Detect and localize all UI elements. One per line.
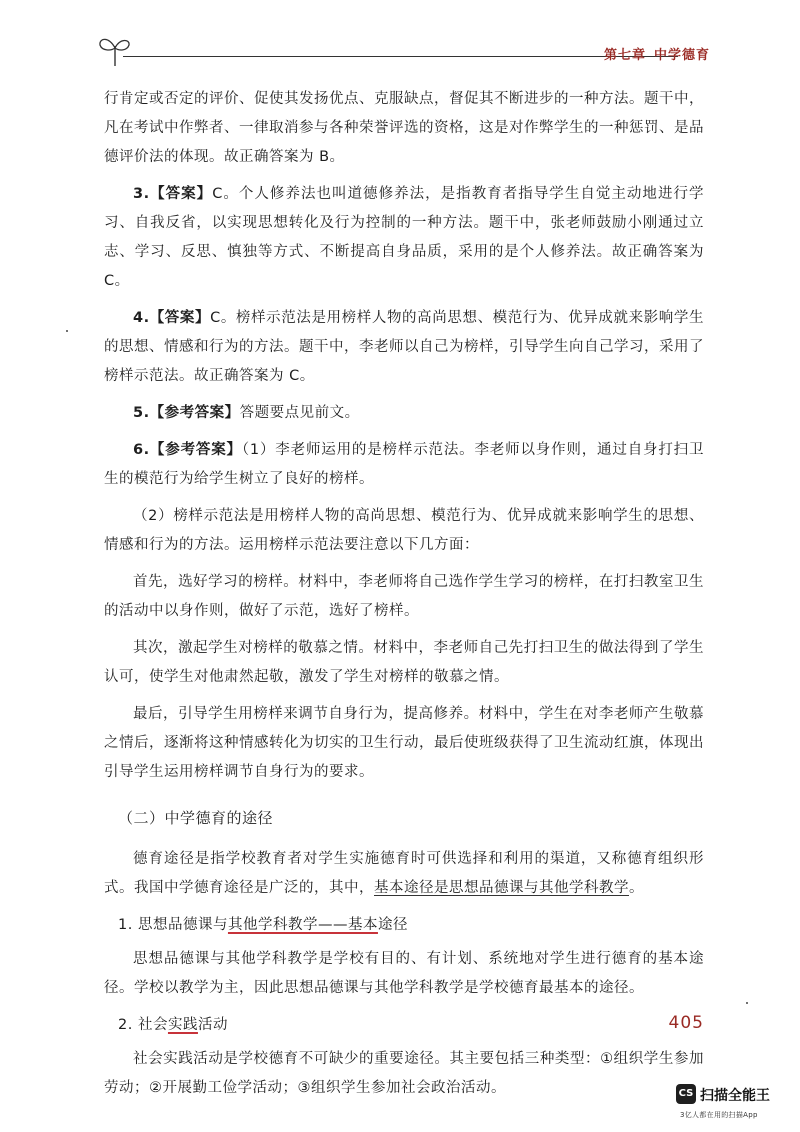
subsection-2-title-c: 活动 — [197, 1017, 228, 1033]
answer-6-point-1: 首先，选好学习的榜样。材料中，李老师将自己选作学生学习的榜样，在打扫教室卫生的活动中以身作则，做好了示范，选好了榜样。 — [104, 574, 704, 619]
answer-label: 4.【答案】 — [133, 310, 211, 326]
answer-text: （1）李老师运用的是榜样示范法。李老师以身作则，通过自身打扫卫生的模范行为给学生树立了良好的榜样。 — [104, 442, 704, 487]
answer-3 — [104, 180, 704, 296]
answer-label: 6.【参考答案】 — [133, 442, 242, 458]
answer-5 — [104, 399, 704, 428]
scanner-logo-icon: CS — [676, 1084, 696, 1104]
answer-4 — [104, 304, 704, 391]
paragraph-continued: 行肯定或否定的评价、促使其发扬优点、克服缺点，督促其不断进步的一种方法。题干中，凡在考试中作弊者、一律取消参与各种荣誉评选的资格，这是对作弊学生的一种惩罚、是品德评价法的体现。故正确答案为 B。 — [104, 91, 704, 165]
sprout-icon — [95, 30, 137, 70]
subsection-1-title-c: 途径 — [377, 917, 408, 933]
section-intro — [104, 845, 704, 903]
scan-speck — [746, 1002, 748, 1004]
subsection-1-title-a: 1. 思想品德课与 — [118, 917, 228, 933]
subsection-2-title-a: 2. 社会 — [118, 1017, 168, 1033]
answer-label: 5.【参考答案】 — [133, 405, 240, 421]
page-header — [95, 22, 710, 72]
header-rule — [123, 56, 678, 57]
chapter-topic: 中学德育 — [653, 48, 710, 63]
answer-label: 3.【答案】 — [133, 186, 213, 202]
page-number: 405 — [668, 1013, 704, 1033]
answer-text: 答题要点见前文。 — [239, 405, 360, 421]
scanner-tagline: 3亿人都在用的扫描App — [680, 1111, 758, 1119]
answer-6 — [104, 436, 704, 494]
scan-speck — [66, 330, 68, 332]
chapter-title — [596, 44, 710, 63]
scanner-name: 扫描全能王 — [700, 1088, 770, 1104]
chapter-number: 第七章 — [603, 48, 646, 63]
intro-text: 德育途径是指学校教育者对学生实施德育时可供选择和利用的渠道，又称德育组织形式。我国中学德育途径是广泛的，其中， — [104, 851, 704, 896]
answer-6-point-3: 最后，引导学生用榜样来调节自身行为，提高修养。材料中，学生在对李老师产生敬慕之情后，逐渐将这种情感转化为切实的卫生行动，最后使班级获得了卫生流动红旗，体现出引导学生运用榜样调节自身行为的要求。 — [104, 706, 704, 780]
subsection-1-title-marked: 其他学科教学——基本 — [227, 917, 378, 933]
answer-text: C。个人修养法也叫道德修养法，是指教育者指导学生自觉主动地进行学习、自我反省，以实现思想转化及行为控制的一种方法。题干中，张老师鼓励小刚通过立志、学习、反思、慎独等方式、不断提高自身品质，采用的是个人修养法。故正确答案为 C。 — [104, 186, 704, 289]
subsection-1-title — [104, 911, 704, 939]
intro-end: 。 — [629, 880, 644, 896]
section-title: （二）中学德育的途径 — [118, 809, 274, 827]
answer-text: C。榜样示范法是用榜样人物的高尚思想、模范行为、优异成就来影响学生的思想、情感和行为的方法。题干中，李老师以自己为榜样，引导学生向自己学习，采用了榜样示范法。故正确答案为 C。 — [104, 310, 704, 384]
subsection-2-title-marked: 实践 — [167, 1017, 198, 1033]
page-content — [104, 85, 704, 1111]
answer-6-point-2: 其次，激起学生对榜样的敬慕之情。材料中，李老师自己先打扫卫生的做法得到了学生认可，使学生对他肃然起敬，激发了学生对榜样的敬慕之情。 — [104, 640, 704, 685]
subsection-1-text: 思想品德课与其他学科教学是学校有目的、有计划、系统地对学生进行德育的基本途径。学校以教学为主，因此思想品德课与其他学科教学是学校德育最基本的途径。 — [104, 951, 704, 996]
subsection-2-title — [104, 1011, 704, 1039]
intro-underlined: 基本途径是思想品德课与其他学科教学 — [374, 880, 629, 896]
subsection-2-text: 社会实践活动是学校德育不可缺少的重要途径。其主要包括三种类型：①组织学生参加劳动；②开展勤工俭学活动；③组织学生参加社会政治活动。 — [104, 1051, 704, 1096]
answer-6-part-2: （2）榜样示范法是用榜样人物的高尚思想、模范行为、优异成就来影响学生的思想、情感和行为的方法。运用榜样示范法要注意以下几方面： — [104, 508, 704, 553]
scanner-watermark — [676, 1084, 800, 1132]
